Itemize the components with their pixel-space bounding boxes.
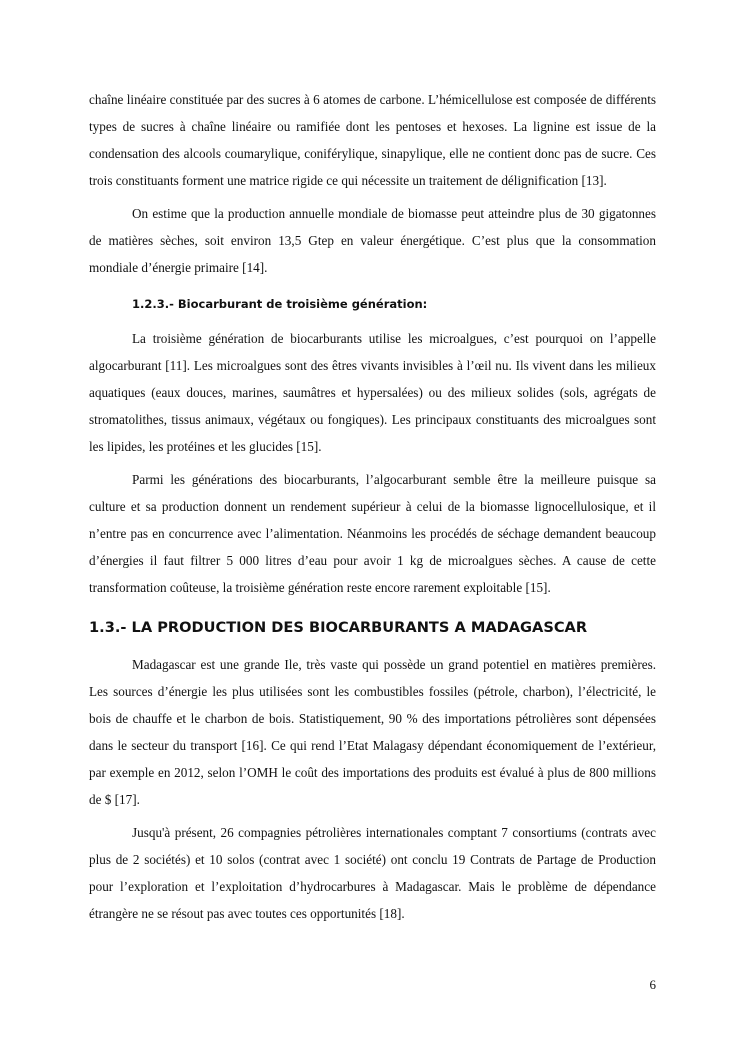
paragraph-biomass-production: On estime que la production annuelle mondiale de biomasse peut atteindre plus de 30 gigatonnes de matières sèches, soit environ 13,5 Gtep en valeur énergétique. C’est plus que la consommation mondiale d’énergie primaire [14]. (89, 206, 656, 275)
subsection-title-third-generation: 1.2.3.- Biocarburant de troisième génération: (132, 297, 428, 311)
page-number: 6 (649, 977, 656, 992)
section-title-madagascar: 1.3.- LA PRODUCTION DES BIOCARBURANTS A MADAGASCAR (89, 619, 588, 636)
page-body (89, 86, 656, 933)
paragraph-oil-companies: Jusqu'à présent, 26 compagnies pétrolières internationales comptant 7 consortiums (contrats avec plus de 2 sociétés) et 10 solos (contrat avec 1 société) ont conclu 19 Contrats de Partage de Production pour l’exploration et l’exploitation d’hydrocarbures à Madagascar. Mais le problème de dépendance étrangère ne se résout pas avec toutes ces opportunités [18]. (89, 825, 656, 921)
paragraph-microalgae: La troisième génération de biocarburants utilise les microalgues, c’est pourquoi on l’appelle algocarburant [11]. Les microalgues sont des êtres vivants invisibles à l’œil nu. Ils vivent dans les milieux aquatiques (eaux douces, marines, saumâtres et hypersalées) ou des milieux solides (sols, agrégats de stromatolithes, tissus animaux, végétaux ou fongiques). Les principaux constituants des microalgues sont les lipides, les protéines et les glucides [15]. (89, 331, 656, 454)
paragraph-madagascar-energy: Madagascar est une grande Ile, très vaste qui possède un grand potentiel en matières premières. Les sources d’énergie les plus utilisées sont les combustibles fossiles (pétrole, charbon), l’électricité, le bois de chauffe et le charbon de bois. Statistiquement, 90 % des importations pétrolières sont dépensées dans le secteur du transport [16]. Ce qui rend l’Etat Malagasy dépendant économiquement de l’extérieur, par exemple en 2012, selon l’OMH le coût des importations des produits est évalué à plus de 800 millions de $ [17]. (89, 657, 656, 807)
paragraph-hemicellulose: chaîne linéaire constituée par des sucres à 6 atomes de carbone. L’hémicellulose est composée de différents types de sucres à chaîne linéaire ou ramifiée dont les pentoses et hexoses. La lignine est issue de la condensation des alcools coumarylique, coniférylique, sinapylique, elle ne contient donc pas de sucre. Ces trois constituants forment une matrice rigide ce qui nécessite un traitement de délignification [13]. (89, 92, 656, 188)
paragraph-algocarburant: Parmi les générations des biocarburants, l’algocarburant semble être la meilleure puisque sa culture et sa production donnent un rendement supérieur à celui de la biomasse lignocellulosique, et il n’entre pas en concurrence avec l’alimentation. Néanmoins les procédés de séchage demandent beaucoup d’énergies il faut filtrer 5 000 litres d’eau pour avoir 1 kg de microalgues sèches. A cause de cette transformation coûteuse, la troisième génération reste encore rarement exploitable [15]. (89, 472, 656, 595)
